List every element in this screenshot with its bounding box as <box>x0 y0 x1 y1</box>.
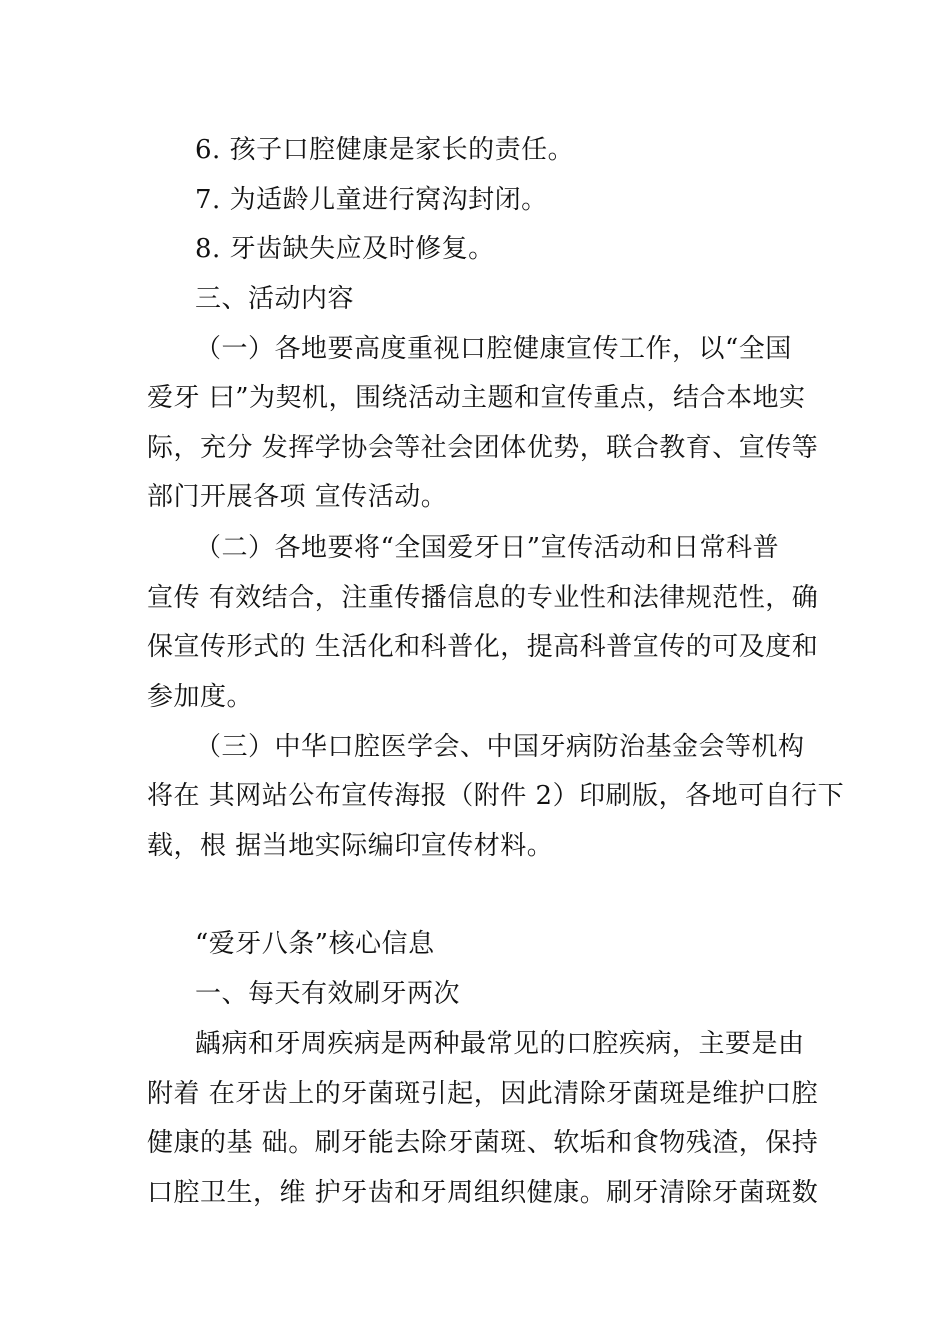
paragraph-2-line-3: 保宣传形式的 生活化和科普化，提高科普宣传的可及度和 <box>147 632 819 662</box>
section-heading-activity: 三、活动内容 <box>195 284 355 314</box>
paragraph-4-line-3: 健康的基 础。刷牙能去除牙菌斑、软垢和食物残渣，保持 <box>147 1128 819 1158</box>
paragraph-4-line-2: 附着 在牙齿上的牙菌斑引起，因此清除牙菌斑是维护口腔 <box>147 1079 819 1109</box>
paragraph-2-line-4: 参加度。 <box>147 682 254 712</box>
paragraph-3-line-2: 将在 其网站公布宣传海报（附件 2）印刷版，各地可自行下 <box>147 781 845 811</box>
list-item-7: 7. 为适龄儿童进行窝沟封闭。 <box>195 185 548 215</box>
core-info-title: “爱牙八条”核心信息 <box>195 929 435 959</box>
paragraph-3-line-1: （三）中华口腔医学会、中国牙病防治基金会等机构 <box>195 732 805 762</box>
list-item-8: 8. 牙齿缺失应及时修复。 <box>195 234 495 264</box>
paragraph-2-line-2: 宣传 有效结合，注重传播信息的专业性和法律规范性，确 <box>147 583 819 613</box>
paragraph-4-line-1: 龋病和牙周疾病是两种最常见的口腔疾病，主要是由 <box>195 1029 805 1059</box>
paragraph-2-line-1: （二）各地要将“全国爱牙日”宣传活动和日常科普 <box>195 533 780 563</box>
paragraph-3-line-3: 载，根 据当地实际编印宣传材料。 <box>147 831 554 861</box>
list-item-6: 6. 孩子口腔健康是家长的责任。 <box>195 135 575 165</box>
paragraph-4-line-4: 口腔卫生，维 护牙齿和牙周组织健康。刷牙清除牙菌斑数 <box>147 1178 819 1208</box>
paragraph-1-line-4: 部门开展各项 宣传活动。 <box>147 482 448 512</box>
paragraph-1-line-3: 际，充分 发挥学协会等社会团体优势，联合教育、宣传等 <box>147 433 819 463</box>
paragraph-1-line-1: （一）各地要高度重视口腔健康宣传工作，以“全国 <box>195 334 792 364</box>
section-heading-brushing: 一、每天有效刷牙两次 <box>195 979 461 1009</box>
paragraph-1-line-2: 爱牙 曰”为契机，围绕活动主题和宣传重点，结合本地实 <box>147 383 806 413</box>
